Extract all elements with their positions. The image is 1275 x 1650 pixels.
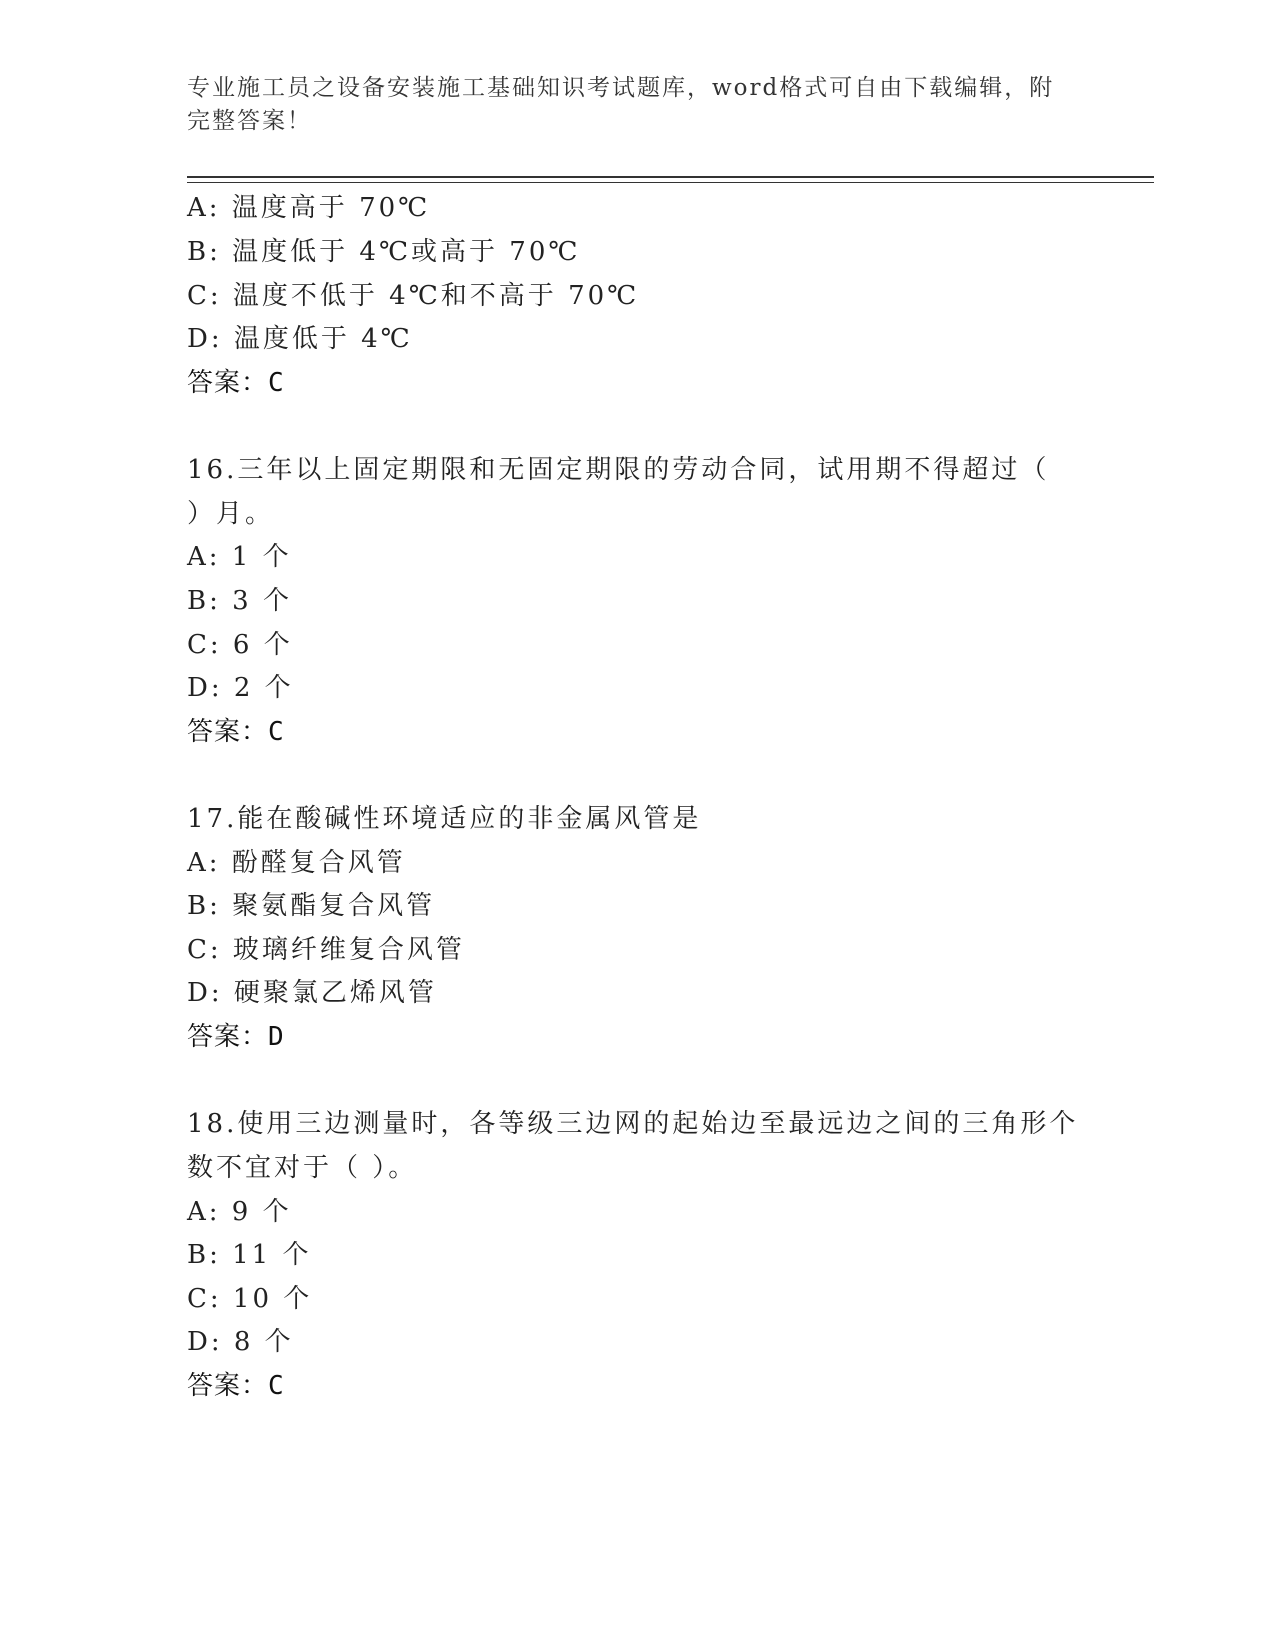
option-b: B: 温度低于 4℃或高于 70℃ — [187, 237, 581, 267]
option-d: D: 8 个 — [187, 1327, 294, 1357]
option-a: A: 9 个 — [187, 1197, 292, 1227]
option-d: D: 硬聚氯乙烯风管 — [187, 978, 437, 1008]
question-stem-continued: ）月。 — [187, 499, 275, 529]
option-b: B: 11 个 — [187, 1240, 312, 1270]
option-a: A: 1 个 — [187, 542, 292, 572]
header-divider-thick — [187, 176, 1154, 178]
option-c: C: 6 个 — [187, 630, 293, 660]
question-stem: 16.三年以上固定期限和无固定期限的劳动合同，试用期不得超过（ — [187, 455, 1050, 485]
option-c: C: 10 个 — [187, 1284, 313, 1314]
option-b: B: 3 个 — [187, 586, 292, 616]
answer: 答案：C — [187, 1371, 285, 1401]
option-d: D: 温度低于 4℃ — [187, 324, 413, 354]
document-header: 专业施工员之设备安装施工基础知识考试题库，word格式可自由下载编辑，附完整答案！ — [187, 75, 1055, 134]
option-d: D: 2 个 — [187, 673, 294, 703]
option-c: C: 温度不低于 4℃和不高于 70℃ — [187, 281, 640, 311]
question-stem: 17.能在酸碱性环境适应的非金属风管是 — [187, 804, 702, 834]
header-divider-thin — [187, 182, 1154, 183]
option-a: A: 酚醛复合风管 — [187, 848, 406, 878]
question-stem: 18.使用三边测量时，各等级三边网的起始边至最远边之间的三角形个 — [187, 1109, 1079, 1139]
answer: 答案：C — [187, 368, 285, 398]
question-stem-continued: 数不宜对于（ ）。 — [187, 1153, 418, 1183]
answer: 答案：C — [187, 717, 285, 747]
option-a: A: 温度高于 70℃ — [187, 193, 431, 223]
option-c: C: 玻璃纤维复合风管 — [187, 935, 465, 965]
answer: 答案：D — [187, 1022, 285, 1052]
option-b: B: 聚氨酯复合风管 — [187, 891, 436, 921]
